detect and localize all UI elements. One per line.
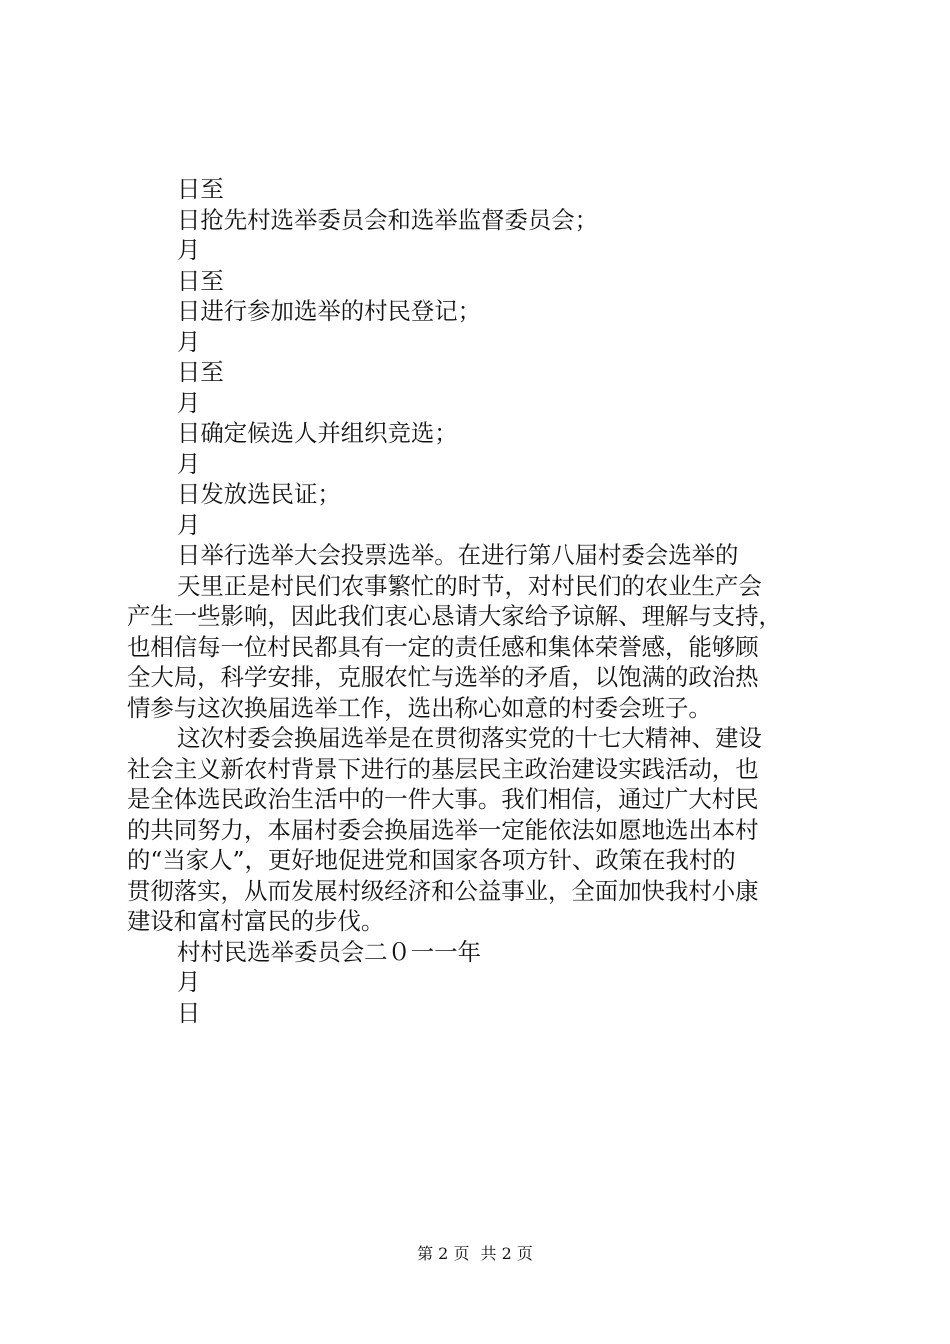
text-line: 情参与这次换届选举工作，选出称心如意的村委会班子。 <box>127 693 712 722</box>
text-line: 天里正是村民们农事繁忙的时节，对村民们的农业生产会 <box>177 571 762 600</box>
text-line: 的“当家人”，更好地促进党和国家各项方针、政策在我村的 <box>127 846 736 874</box>
text-line: 贯彻落实，从而发展村级经济和公益事业，全面加快我村小康 <box>127 876 759 905</box>
text-line: 日进行参加选举的村民登记； <box>177 297 482 325</box>
text-line: 社会主义新农村背景下进行的基层民主政治建设实践活动，也 <box>127 754 759 783</box>
text-line: 也相信每一位村民都具有一定的责任感和集体荣誉感，能够顾 <box>127 632 759 661</box>
text-line: 日 <box>177 998 201 1027</box>
text-line: 月 <box>177 510 201 539</box>
text-line: 建设和富村富民的步伐。 <box>127 907 385 935</box>
page-total: 共 2 页 <box>480 1244 533 1263</box>
text-line: 月 <box>177 327 201 356</box>
text-line: 日确定候选人并组织竞选； <box>177 419 458 447</box>
text-line: 全大局，科学安排，克服农忙与选举的矛盾，以饱满的政治热 <box>127 663 759 691</box>
document-body <box>127 174 839 1028</box>
text-line: 日至 <box>177 175 224 203</box>
text-line: 日至 <box>177 358 224 386</box>
text-line: 产生一些影响，因此我们衷心恳请大家给予谅解、理解与支持， <box>127 602 782 630</box>
page-footer <box>0 1243 950 1265</box>
text-line: 月 <box>177 449 201 478</box>
text-line: 村村民选举委员会二０一一年 <box>177 937 482 966</box>
text-line: 日举行选举大会投票选举。在进行第八届村委会选举的 <box>177 541 739 569</box>
text-line: 日至 <box>177 266 224 295</box>
text-line: 月 <box>177 236 201 264</box>
text-line: 日发放选民证； <box>177 480 341 508</box>
text-line: 这次村委会换届选举是在贯彻落实党的十七大精神、建设 <box>177 724 762 752</box>
text-line: 的共同努力，本届村委会换届选举一定能依法如愿地选出本村 <box>127 815 759 844</box>
text-line: 是全体选民政治生活中的一件大事。我们相信，通过广大村民 <box>127 785 759 813</box>
text-line: 日抢先村选举委员会和选举监督委员会； <box>177 205 599 234</box>
page-number: 第 2 页 <box>417 1244 470 1263</box>
text-line: 月 <box>177 388 201 417</box>
text-line: 月 <box>177 968 201 996</box>
